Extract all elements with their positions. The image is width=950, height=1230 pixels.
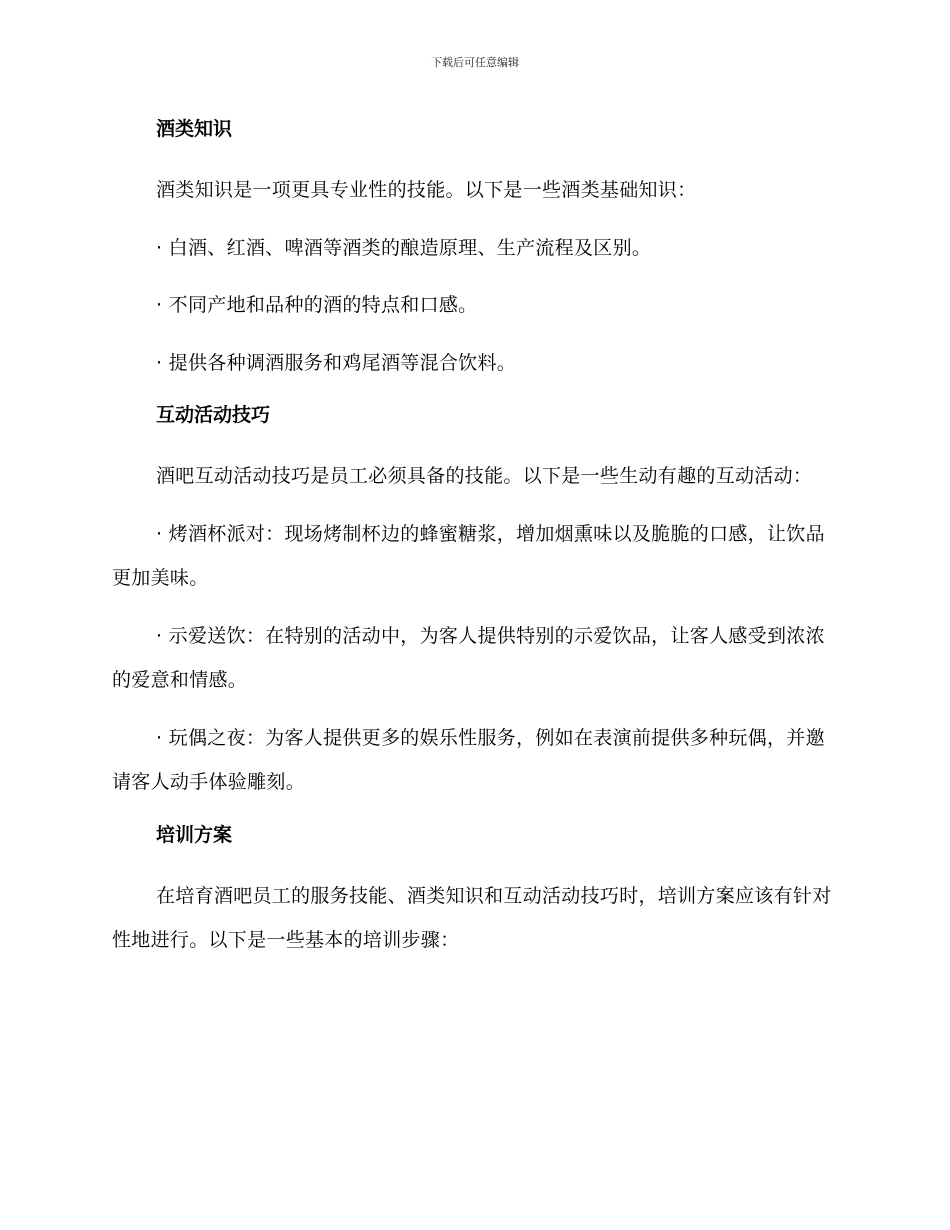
- section-heading: 互动活动技巧: [156, 404, 271, 426]
- bullet-item: · 不同产地和品种的酒的特点和口感。: [156, 294, 478, 316]
- section-training-plan: [112, 818, 834, 963]
- bullet-item: · 提供各种调酒服务和鸡尾酒等混合饮料。: [156, 351, 517, 374]
- section-liquor-knowledge: [112, 112, 834, 385]
- section-interactive-activities: [112, 398, 834, 805]
- bullet-item: · 示爱送饮：在特别的活动中，为客人提供特别的示爱饮品，让客人感受到浓浓的爱意和情感。: [112, 624, 825, 691]
- page-header-note: 下载后可任意编辑: [431, 56, 519, 69]
- paragraph: 在培育酒吧员工的服务技能、酒类知识和互动活动技巧时，培训方案应该有针对性地进行。以下是一些基本的培训步骤：: [112, 884, 832, 951]
- bullet-item: · 玩偶之夜：为客人提供更多的娱乐性服务，例如在表演前提供多种玩偶，并邀请客人动手体验雕刻。: [112, 726, 825, 793]
- paragraph: 酒类知识是一项更具专业性的技能。以下是一些酒类基础知识：: [156, 179, 697, 201]
- bullet-item: · 白酒、红酒、啤酒等酒类的酿造原理、生产流程及区别。: [156, 236, 652, 259]
- bullet-item: · 烤酒杯派对：现场烤制杯边的蜂蜜糖浆，增加烟熏味以及脆脆的口感，让饮品更加美味。: [112, 522, 825, 589]
- section-heading: 酒类知识: [156, 118, 233, 140]
- paragraph: 酒吧互动活动技巧是员工必须具备的技能。以下是一些生动有趣的互动活动：: [156, 465, 813, 487]
- section-heading: 培训方案: [156, 823, 233, 846]
- document-body: [112, 112, 834, 963]
